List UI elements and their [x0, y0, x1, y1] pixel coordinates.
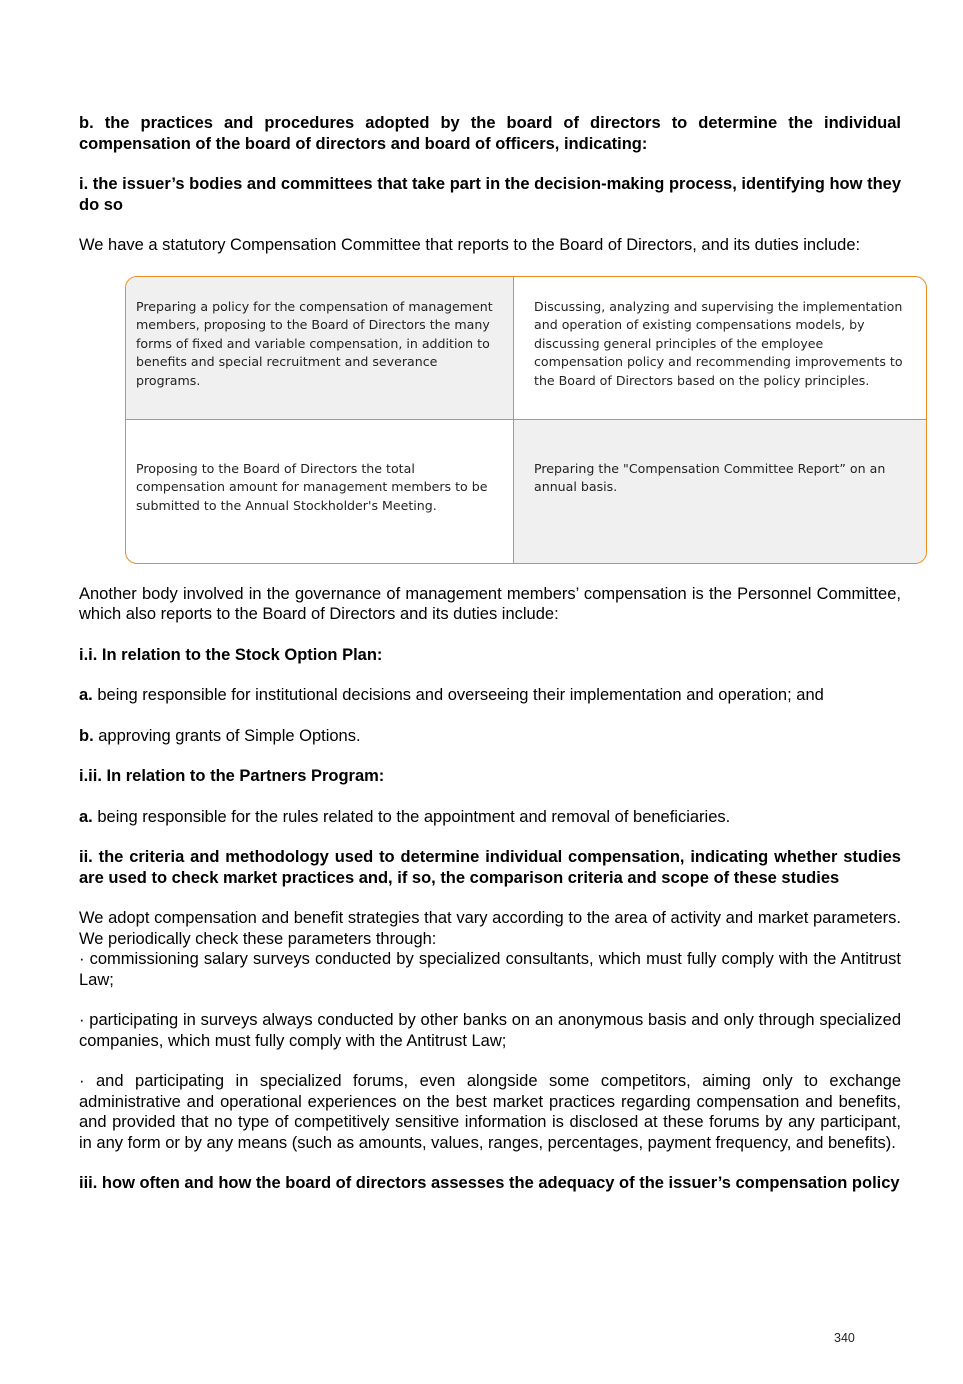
partners-program-heading: i.ii. In relation to the Partners Program: [79, 767, 385, 785]
duty-cell-report: Preparing the "Compensation Committee Report” on an annual basis. [514, 420, 926, 563]
item-text: being responsible for the rules related to the appointment and removal of beneficiaries. [92, 807, 731, 826]
duty-cell-proposing: Proposing to the Board of Directors the total compensation amount for management members to be submitted to the Annual Stockholder's Meeting. [126, 420, 514, 563]
item-label: a. [79, 686, 93, 704]
section-b-heading: b. the practices and procedures adopted by the board of directors to determine the individual compensation of the board of directors and board of officers, indicating: [79, 114, 901, 153]
section-i-heading: i. the issuer’s bodies and committees that take part in the decision-making process, identifying how they do so [79, 175, 901, 214]
intro-paragraph: We have a statutory Compensation Committee that reports to the Board of Directors, and its duties include: [79, 236, 861, 254]
bullet-salary-surveys: · commissioning salary surveys conducted by specialized consultants, which must fully comply with the Antitrust Law; [79, 950, 901, 989]
stock-option-heading: i.i. In relation to the Stock Option Plan: [79, 645, 383, 664]
stock-option-item-b [79, 726, 901, 747]
stock-option-item-a [79, 685, 901, 706]
duties-table [125, 276, 927, 564]
bullet-bank-surveys: · participating in surveys always conducted by other banks on an anonymous basis and only through specialized companies, which must fully comply with the Antitrust Law; [79, 1011, 901, 1050]
bullet-forums: · and participating in specialized forums, even alongside some competitors, aiming only to exchange administrative and operational experiences on the best market practices regarding compensation and benefits, and provided that no type of competitively sensitive information is disclosed at these forums by any participant, in any form or by any means (such as amounts, values, ranges, percentages, payment frequency, and benefits). [79, 1072, 901, 1152]
duty-cell-policy: Preparing a policy for the compensation of management members, proposing to the Board of Directors the many forms of fixed and variable compensation, in addition to benefits and special recruitment and severance programs. [126, 277, 514, 420]
personnel-paragraph: Another body involved in the governance of management members’ compensation is the Personnel Committee, which also reports to the Board of Directors and its duties include: [79, 584, 901, 623]
document-body [79, 113, 901, 1214]
item-label: a. [79, 807, 93, 826]
item-label: b. [79, 726, 94, 745]
item-text: approving grants of Simple Options. [93, 726, 361, 745]
section-iii-heading: iii. how often and how the board of directors assesses the adequacy of the issuer’s compensation policy [79, 1174, 900, 1192]
page-number: 340 [834, 1331, 855, 1345]
section-ii-heading: ii. the criteria and methodology used to determine individual compensation, indicating whether studies are used to check market practices and, if so, the comparison criteria and scope of these studies [79, 848, 901, 887]
partners-program-item-a [79, 807, 901, 828]
item-text: being responsible for institutional decisions and overseeing their implementation and operation; and [92, 686, 824, 704]
duty-cell-discussing: Discussing, analyzing and supervising the implementation and operation of existing compensations models, by discussing general principles of the employee compensation policy and recommending improvements to the Board of Directors based on the policy principles. [514, 277, 926, 420]
strategies-paragraph: We adopt compensation and benefit strategies that vary according to the area of activity and market parameters. We periodically check these parameters through: [79, 909, 901, 948]
